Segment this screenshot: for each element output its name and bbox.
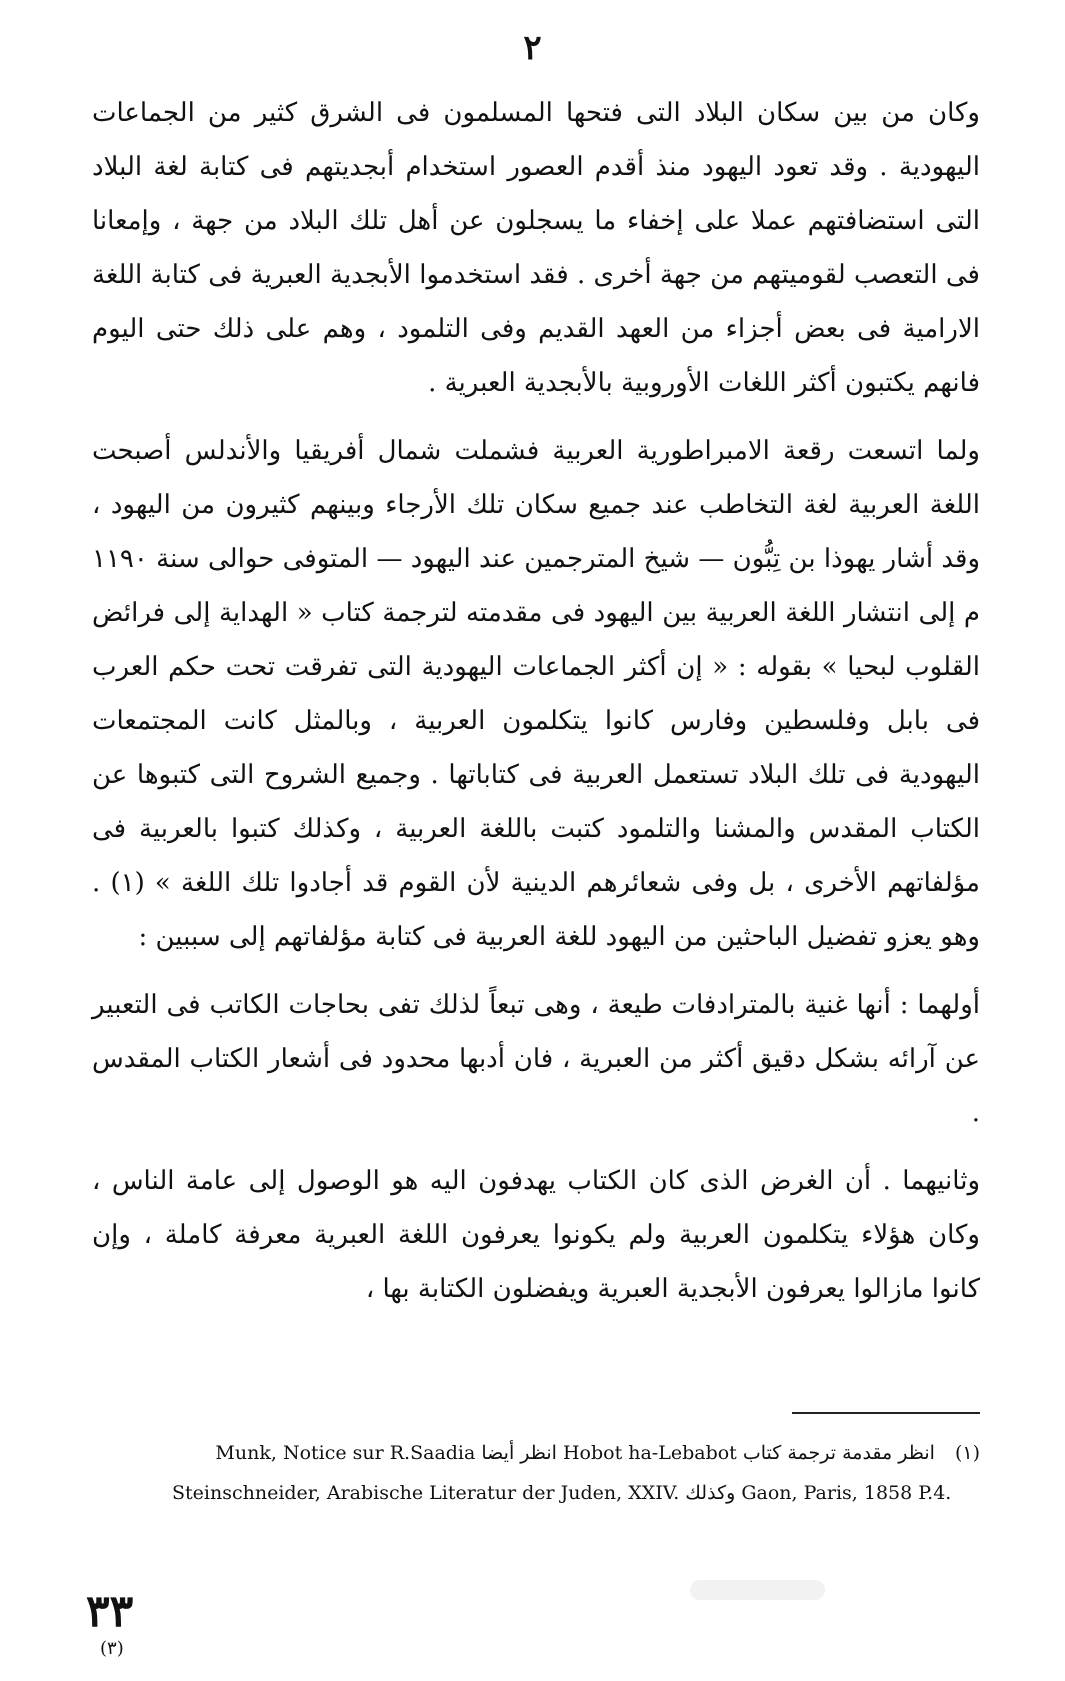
paragraph-1: وكان من بين سكان البلاد التى فتحها المسلمون فى الشرق كثير من الجماعات اليهودية . وقد تعود اليهود منذ أقدم العصور استخدام أبجديتهم فى كتابة لغة البلاد التى استضافتهم عملا على إخفاء ما يسجلون عن أهل تلك البلاد من جهة ، وإمعانا فى التعصب لقوميتهم من جهة أخرى . فقد استخدموا الأبجدية العبرية فى كتابة اللغة الارامية فى بعض أجزاء من العهد القديم وفى التلمود ، وهم على ذلك حتى اليوم فانهم يكتبون أكثر اللغات الأوروبية بالأبجدية العبرية . — [92, 98, 980, 398]
footnote-marker: (١) — [954, 1442, 980, 1464]
page-number: ٢ — [523, 28, 542, 68]
body-text — [92, 86, 980, 1316]
paragraph-4: وثانيهما . أن الغرض الذى كان الكتاب يهدفون اليه هو الوصول إلى عامة الناس ، وكان هؤلاء يتكلمون العربية ولم يكونوا يعرفون اللغة العبرية معرفة كاملة ، وإن كانوا مازالوا يعرفون الأبجدية العبرية ويفضلون الكتابة بها ، — [92, 1166, 980, 1304]
footnote-line-2 — [92, 1478, 980, 1508]
footnote-latin-a: Steinschneider, Arabische Literatur der Juden, XXIV. — [172, 1482, 680, 1504]
footnote-latin-ref: Munk, Notice sur R.Saadia — [215, 1442, 476, 1464]
footnote-arabic-a: انظر مقدمة ترجمة كتاب — [742, 1442, 935, 1464]
paragraph-2: ولما اتسعت رقعة الامبراطورية العربية فشملت شمال أفريقيا والأندلس أصبحت اللغة العربية لغة التخاطب عند جميع سكان تلك الأرجاء وبينهم كثيرون من اليهود ، وقد أشار يهوذا بن تِبُّون — شيخ المترجمين عند اليهود — المتوفى حوالى سنة ١١٩٠ م إلى انتشار اللغة العربية بين اليهود فى مقدمته لترجمة كتاب « الهداية إلى فرائض القلوب لبحيا » بقوله : « إن أكثر الجماعات اليهودية التى تفرقت تحت حكم العرب فى بابل وفلسطين وفارس كانوا يتكلمون العربية ، وبالمثل كانت المجتمعات اليهودية فى تلك البلاد تستعمل العربية فى كتاباتها . وجميع الشروح التى كتبوها عن الكتاب المقدس والمشنا والتلمود كتبت باللغة العربية ، وكذلك كتبوا بالعربية فى مؤلفاتهم الأخرى ، بل وفى شعائرهم الدينية لأن القوم قد أجادوا تلك اللغة » (١) . وهو يعزو تفضيل الباحثين من اليهود للغة العربية فى كتابة مؤلفاتهم إلى سببين : — [92, 436, 980, 952]
sheet-number: ٣٣ — [86, 1586, 134, 1637]
sheet-sub-number: (٣) — [100, 1638, 124, 1659]
footnote-line-1 — [92, 1438, 980, 1468]
footnote-arabic-b: انظر أيضا — [481, 1442, 557, 1464]
footnote-latin-b: Gaon, Paris, 1858 P.4. — [741, 1482, 952, 1504]
scan-smudge — [690, 1580, 825, 1600]
footnote-latin-title: Hobot ha-Lebabot — [562, 1442, 737, 1464]
footnote-divider — [792, 1412, 980, 1414]
paragraph-3: أولهما : أنها غنية بالمترادفات طيعة ، وهى تبعاً لذلك تفى بحاجات الكاتب فى التعبير عن آرائه بشكل دقيق أكثر من العبرية ، فان أدبها محدود فى أشعار الكتاب المقدس . — [92, 990, 980, 1128]
footnote-arabic-c: وكذلك — [685, 1482, 736, 1504]
